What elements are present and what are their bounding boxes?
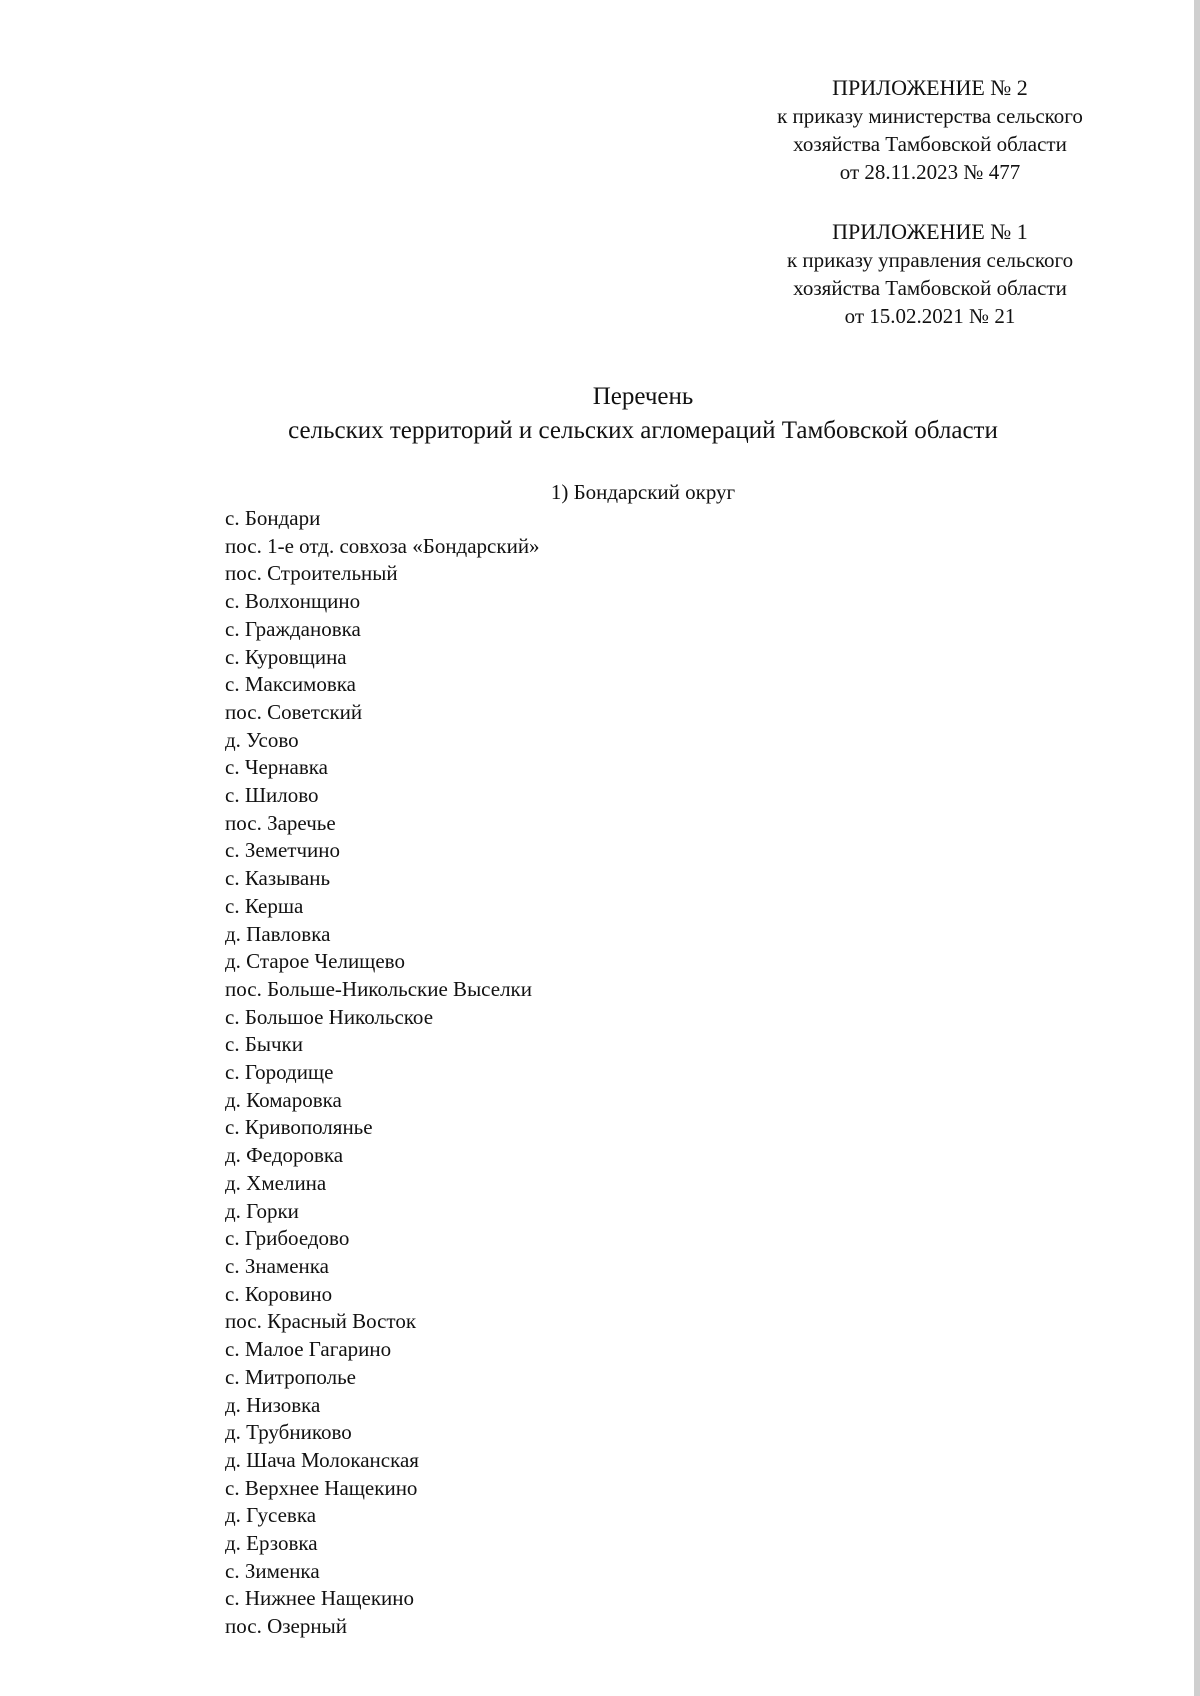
settlement-item: с. Митрополье (225, 1364, 357, 1389)
settlement-item: д. Хмелина (225, 1170, 327, 1195)
settlement-item: д. Комаровка (225, 1087, 342, 1112)
settlement-list (225, 505, 540, 1641)
settlement-item: с. Чернавка (225, 755, 328, 780)
settlement-item: д. Низовка (225, 1392, 321, 1417)
settlement-item: с. Граждановка (225, 616, 361, 641)
settlement-item: д. Горки (225, 1198, 299, 1223)
settlement-item: пос. Заречье (225, 810, 336, 835)
district-heading: 1) Бондарский округ (550, 480, 736, 504)
settlement-item: д. Усово (225, 727, 299, 752)
settlement-item: с. Шилово (225, 783, 319, 808)
settlement-item: пос. Больше-Никольские Выселки (225, 976, 532, 1001)
appendix-previous-heading: ПРИЛОЖЕНИЕ № 1 (832, 219, 1028, 244)
settlement-item: д. Шача Молоканская (225, 1447, 419, 1472)
settlement-item: пос. 1-е отд. совхоза «Бондарский» (225, 533, 540, 558)
settlement-item: пос. Озерный (225, 1614, 347, 1639)
appendix-current-line1: к приказу министерства сельского (777, 104, 1083, 128)
appendix-previous-line2: хозяйства Тамбовской области (793, 276, 1067, 300)
appendix-previous-block (730, 218, 1130, 330)
settlement-item: д. Ерзовка (225, 1531, 318, 1556)
settlement-item: с. Грибоедово (225, 1226, 350, 1251)
settlement-item: с. Зименка (225, 1558, 320, 1583)
page-edge (1194, 0, 1200, 1696)
settlement-item: с. Большое Никольское (225, 1004, 434, 1029)
appendix-current-date: от 28.11.2023 № 477 (839, 160, 1021, 184)
settlement-item: с. Нижнее Нащекино (225, 1586, 415, 1611)
settlement-item: с. Малое Гагарино (225, 1337, 392, 1362)
settlement-item: пос. Советский (225, 699, 363, 724)
settlement-item: с. Кривополянье (225, 1115, 373, 1140)
settlement-item: с. Коровино (225, 1281, 333, 1306)
settlement-item: с. Бычки (225, 1032, 303, 1057)
settlement-item: с. Знаменка (225, 1253, 329, 1278)
settlement-item: с. Верхнее Нащекино (225, 1475, 418, 1500)
settlement-item: с. Волхонщино (225, 589, 361, 614)
appendix-current-heading: ПРИЛОЖЕНИЕ № 2 (832, 75, 1028, 100)
settlement-item: пос. Строительный (225, 561, 398, 586)
settlement-item: д. Павловка (225, 921, 331, 946)
settlement-item: д. Гусевка (225, 1503, 317, 1528)
settlement-item: с. Земетчино (225, 838, 340, 863)
document-title-block (200, 380, 1086, 448)
appendix-previous-line1: к приказу управления сельского (786, 248, 1074, 272)
appendix-current-line2: хозяйства Тамбовской области (793, 132, 1067, 156)
settlement-item: с. Городище (225, 1060, 334, 1085)
document-title: Перечень (592, 383, 694, 410)
settlement-item: с. Максимовка (225, 672, 356, 697)
settlement-item: с. Казывань (225, 866, 331, 891)
settlement-item: с. Керша (225, 893, 304, 918)
settlement-item: пос. Красный Восток (225, 1309, 417, 1334)
settlement-item: д. Старое Челищево (225, 949, 405, 974)
settlement-item: д. Трубниково (225, 1420, 352, 1445)
appendix-previous-date: от 15.02.2021 № 21 (844, 304, 1016, 328)
appendix-current-block (730, 74, 1130, 186)
settlement-item: с. Бондари (225, 506, 321, 530)
document-subtitle: сельских территорий и сельских агломераций Тамбовской области (288, 417, 998, 444)
settlement-item: д. Федоровка (225, 1143, 344, 1168)
settlement-item: с. Куровщина (225, 644, 347, 669)
